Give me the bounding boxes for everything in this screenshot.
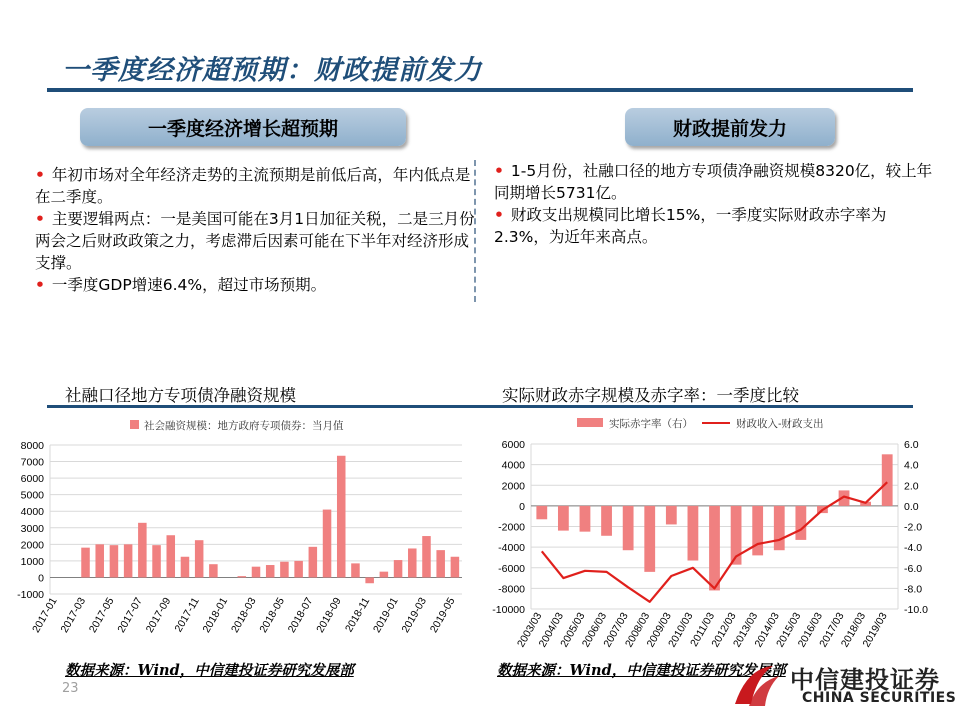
bar: [351, 563, 360, 577]
x-tick-label: 2014/03: [752, 610, 782, 650]
bar: [795, 506, 806, 540]
bullet-dot-icon: •: [494, 162, 504, 180]
bar: [365, 577, 374, 583]
x-tick-label: 2017-11: [172, 595, 202, 635]
bar: [774, 506, 785, 550]
bar: [666, 506, 677, 525]
y-right-tick-label: 0.0: [904, 500, 919, 513]
legend-swatch-bar: [577, 418, 603, 427]
china-securities-logo-icon: [727, 662, 783, 712]
bar: [294, 561, 303, 578]
x-tick-label: 2017-03: [58, 595, 89, 635]
bar: [95, 544, 104, 577]
bar: [436, 550, 445, 577]
x-tick-label: 2003/03: [515, 610, 545, 650]
left-bullet-2: • 主要逻辑两点：一是美国可能在3月1日加征关税，二是三月份两会之后财政政策之力，考虑滞后因素可能在下半年对经济形成支撑。: [35, 210, 475, 272]
x-tick-label: 2011/03: [688, 610, 718, 649]
y-left-tick-label: 6000: [501, 439, 525, 451]
y-tick-label: 4000: [20, 506, 44, 519]
bar: [166, 535, 175, 577]
y-tick-label: 6000: [20, 473, 44, 486]
y-left-tick-label: -8000: [498, 583, 525, 596]
bar: [394, 560, 403, 577]
bullet-dot-icon: •: [35, 210, 45, 228]
y-tick-label: -1000: [17, 589, 44, 601]
x-tick-label: 2007/03: [601, 610, 631, 650]
y-left-tick-label: 2000: [501, 480, 525, 493]
left-bullet-3: • 一季度GDP增速6.4%，超过市场预期。: [35, 276, 327, 294]
legend-label: 社会融资规模：地方政府专项债券：当月值: [144, 420, 344, 432]
logo-chinese-name: 中信建投证券: [790, 666, 940, 694]
x-tick-label: 2018-03: [228, 595, 259, 635]
y-tick-label: 7000: [20, 456, 44, 469]
bullet-dot-icon: •: [35, 276, 45, 294]
right-data-source: 数据来源：Wind，中信建投证券研究发展部: [497, 662, 786, 679]
bar: [709, 506, 720, 591]
bullet-dot-icon: •: [494, 206, 504, 224]
bar: [280, 562, 289, 578]
x-tick-label: 2009/03: [644, 610, 674, 650]
bar: [323, 510, 332, 578]
y-tick-label: 3000: [20, 522, 44, 535]
panel-divider: [474, 160, 476, 302]
y-left-tick-label: -2000: [498, 521, 525, 534]
legend-label-line: 财政收入-财政支出: [736, 418, 824, 430]
y-right-tick-label: -2.0: [904, 521, 923, 534]
bar: [688, 506, 699, 561]
x-tick-label: 2018-09: [314, 595, 344, 635]
right-bullet-list: [494, 160, 934, 248]
bar: [558, 506, 569, 531]
x-tick-label: 2017-05: [86, 595, 117, 635]
bar: [238, 576, 247, 577]
bar: [451, 557, 460, 578]
right-combo-chart: [480, 408, 960, 658]
bar: [138, 523, 147, 578]
x-tick-label: 2016/03: [795, 610, 826, 650]
y-right-tick-label: -10.0: [904, 604, 928, 616]
x-tick-label: 2010/03: [666, 610, 696, 650]
right-bullet-1: • 1-5月份，社融口径的地方专项债净融资规模8320亿，较上年同期增长5731亿。: [494, 162, 933, 202]
bar: [337, 456, 346, 578]
bar: [195, 540, 204, 577]
y-left-tick-label: -6000: [498, 562, 525, 575]
x-tick-label: 2012/03: [709, 610, 739, 650]
page-number: 23: [62, 681, 79, 696]
bar: [266, 565, 275, 577]
x-tick-label: 2008/03: [622, 610, 653, 650]
bar: [209, 564, 218, 577]
x-tick-label: 2018-05: [257, 595, 288, 635]
x-tick-label: 2019-05: [427, 595, 458, 635]
bar: [752, 506, 763, 556]
title-divider: [47, 88, 913, 92]
bar: [882, 454, 893, 506]
right-panel-header: 财政提前发力: [625, 108, 835, 146]
y-tick-label: 8000: [20, 440, 44, 452]
bullet-dot-icon: •: [35, 166, 45, 184]
y-tick-label: 1000: [20, 555, 44, 568]
x-tick-label: 2018/03: [838, 610, 869, 650]
x-tick-label: 2018-07: [285, 595, 316, 635]
x-tick-label: 2005/03: [558, 610, 588, 650]
x-tick-label: 2019-01: [371, 595, 401, 635]
left-bullet-list: [35, 164, 475, 296]
y-tick-label: 5000: [20, 489, 44, 502]
x-tick-label: 2006/03: [579, 610, 610, 650]
x-tick-label: 2018-01: [200, 595, 231, 635]
bar: [181, 557, 190, 578]
x-tick-label: 2019-03: [399, 595, 430, 635]
bar: [124, 544, 133, 577]
bar: [623, 506, 634, 550]
left-bar-chart: [0, 408, 480, 658]
left-bullet-1: • 年初市场对全年经济走势的主流预期是前低后高，年内低点是在二季度。: [35, 166, 471, 206]
legend-label-bar: 实际赤字率（右）: [609, 418, 693, 430]
x-tick-label: 2004/03: [536, 610, 566, 650]
y-left-tick-label: 4000: [501, 459, 525, 472]
bar: [601, 506, 612, 536]
logo-english-name: CHINA SECURITIES: [802, 690, 957, 706]
page-title: 一季度经济超预期：财政提前发力: [62, 55, 482, 86]
right-bullet-2: • 财政支出规模同比增长15%，一季度实际财政赤字率为2.3%，为近年来高点。: [494, 206, 887, 246]
y-tick-label: 2000: [20, 539, 44, 552]
left-chart-title: 社融口径地方专项债净融资规模: [65, 386, 296, 405]
y-right-tick-label: 6.0: [904, 439, 919, 451]
y-right-tick-label: 2.0: [904, 480, 919, 493]
bar: [580, 506, 591, 532]
bar: [252, 567, 261, 578]
bar: [408, 548, 417, 577]
bar: [110, 545, 119, 577]
x-tick-label: 2015/03: [774, 610, 804, 650]
bar: [644, 506, 655, 572]
y-right-tick-label: -6.0: [904, 562, 923, 575]
left-panel-header: 一季度经济增长超预期: [80, 108, 406, 146]
bar: [309, 547, 318, 578]
x-tick-label: 2017-01: [30, 595, 60, 635]
legend-swatch: [130, 420, 139, 429]
bar: [380, 572, 389, 578]
y-right-tick-label: -8.0: [904, 583, 923, 596]
y-left-tick-label: 0: [519, 500, 525, 513]
y-left-tick-label: -4000: [498, 542, 525, 555]
right-chart-title: 实际财政赤字规模及赤字率：一季度比较: [502, 386, 799, 405]
y-left-tick-label: -10000: [492, 604, 525, 616]
bar: [81, 548, 90, 578]
x-tick-label: 2013/03: [730, 610, 761, 650]
x-tick-label: 2019/03: [860, 610, 890, 650]
bar: [422, 536, 431, 577]
y-right-tick-label: 4.0: [904, 459, 919, 472]
bar: [152, 545, 161, 577]
y-right-tick-label: -4.0: [904, 542, 923, 555]
x-tick-label: 2017-09: [143, 595, 174, 635]
x-tick-label: 2018-11: [342, 595, 373, 635]
x-tick-label: 2017/03: [817, 610, 847, 650]
y-tick-label: 0: [38, 572, 44, 585]
bar: [536, 506, 547, 519]
left-data-source: 数据来源：Wind，中信建投证券研究发展部: [65, 662, 354, 679]
x-tick-label: 2017-07: [115, 595, 145, 635]
